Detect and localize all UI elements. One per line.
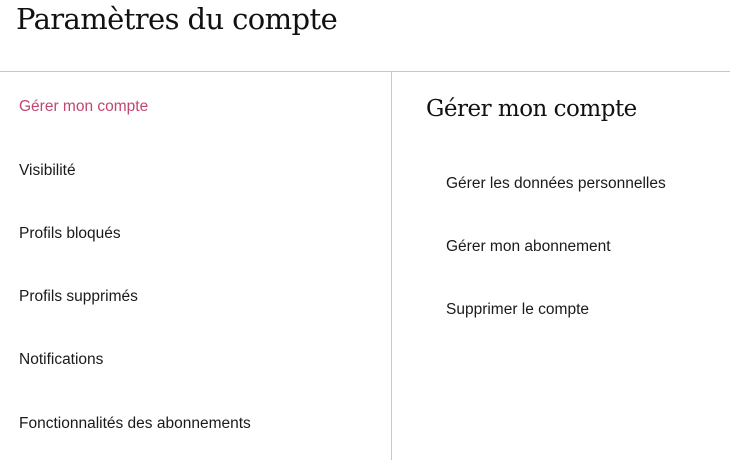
option-manage-subscription[interactable]: Gérer mon abonnement: [446, 238, 611, 255]
settings-sidebar: [0, 72, 391, 460]
option-manage-personal-data[interactable]: Gérer les données personnelles: [446, 175, 666, 192]
sidebar-item-subscription-features[interactable]: Fonctionnalités des abonnements: [19, 415, 251, 432]
sidebar-item-deleted-profiles[interactable]: Profils supprimés: [19, 288, 138, 305]
page-title: Paramètres du compte: [16, 2, 338, 36]
content-panel: [392, 72, 730, 460]
sidebar-item-manage-account[interactable]: Gérer mon compte: [19, 98, 149, 115]
section-title: Gérer mon compte: [426, 96, 637, 122]
sidebar-item-blocked-profiles[interactable]: Profils bloqués: [19, 225, 121, 242]
option-delete-account[interactable]: Supprimer le compte: [446, 301, 590, 318]
sidebar-item-visibility[interactable]: Visibilité: [19, 162, 76, 179]
sidebar-item-notifications[interactable]: Notifications: [19, 351, 104, 368]
